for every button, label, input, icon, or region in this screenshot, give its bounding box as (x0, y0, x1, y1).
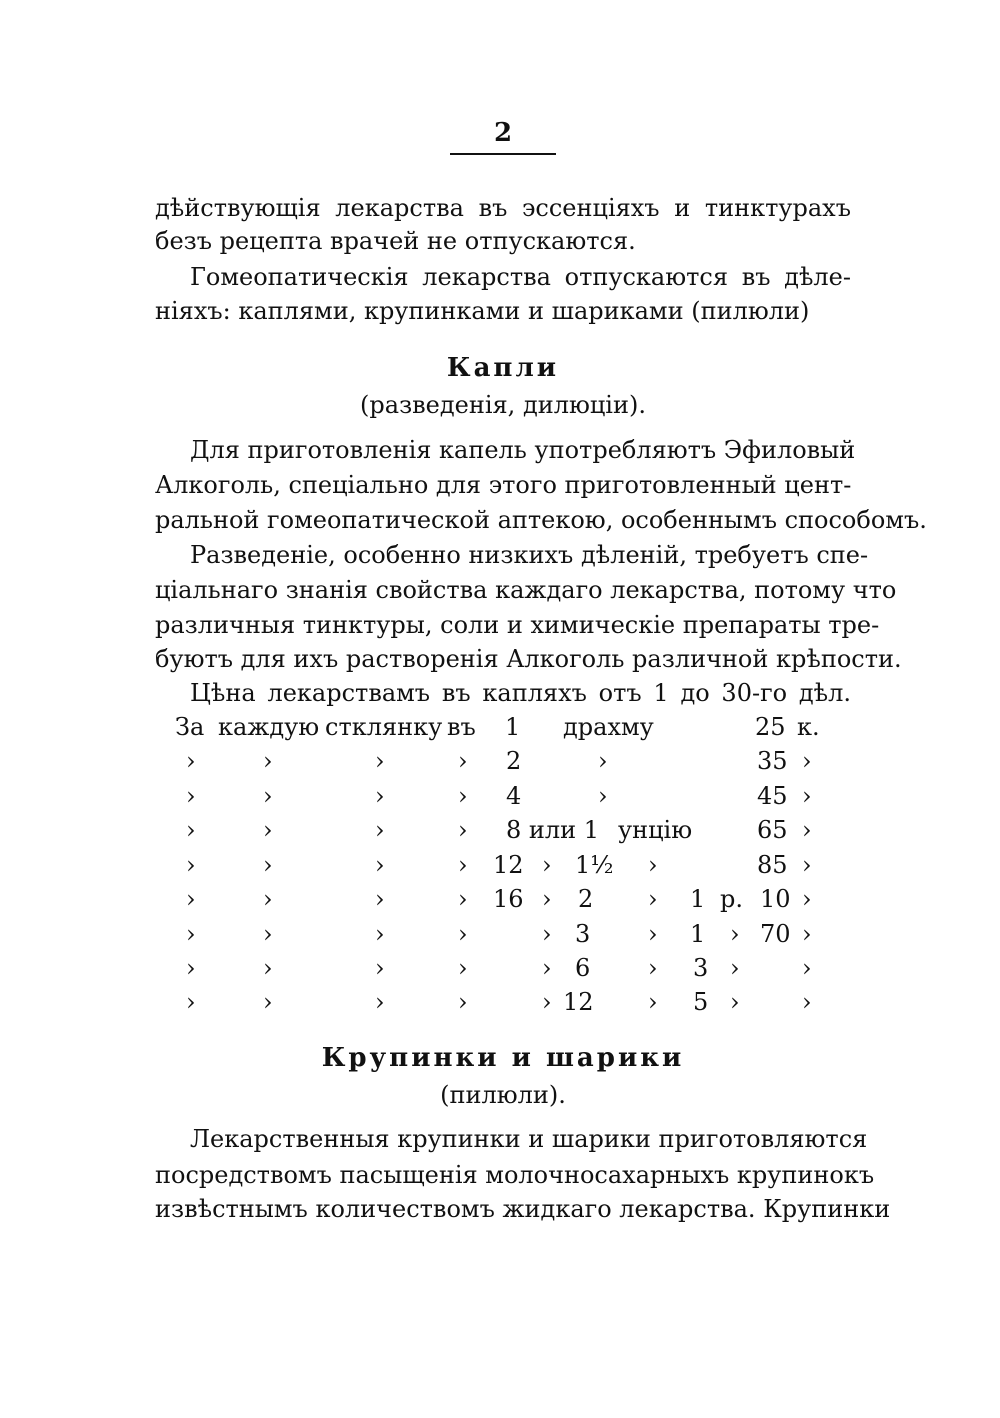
table-cell: › (186, 782, 196, 810)
table-cell: › (730, 920, 740, 948)
table-cell: › (802, 885, 812, 913)
section-heading-drops: Капли (446, 353, 560, 383)
table-cell: › (802, 782, 812, 810)
text-line: буютъ для ихъ растворенія Алкоголь различной крѣпости. (155, 645, 902, 673)
text-line: Разведеніе, особенно низкихъ дѣленій, требуетъ спе- (190, 541, 869, 569)
table-cell: › (458, 747, 468, 775)
table-cell: › (458, 851, 468, 879)
table-cell: › (648, 920, 658, 948)
table-cell: › (458, 920, 468, 948)
table-cell: › (263, 747, 273, 775)
table-cell: › (375, 954, 385, 982)
text-line: посредствомъ пасыщенія молочносахарныхъ крупинокъ (155, 1161, 875, 1189)
table-cell: › (458, 954, 468, 982)
table-cell: 5 (693, 988, 709, 1016)
table-cell: › (263, 954, 273, 982)
table-cell: › (802, 988, 812, 1016)
text-line: Гомеопатическія лекарства отпускаются въ дѣле- (190, 263, 851, 291)
table-cell: въ (447, 713, 476, 741)
table-cell: › (542, 885, 552, 913)
table-cell: › (263, 885, 273, 913)
text-line: различныя тинктуры, соли и химическіе препараты тре- (155, 611, 880, 639)
table-cell: стклянку (325, 713, 443, 741)
table-cell: › (802, 954, 812, 982)
table-cell: › (375, 988, 385, 1016)
table-cell: 65 (757, 816, 788, 844)
section-subheading-drops: (разведенія, дилюціи). (360, 391, 646, 419)
text-line: извѣстнымъ количествомъ жидкаго лекарства. Крупинки (155, 1195, 891, 1223)
table-cell: › (186, 988, 196, 1016)
table-cell: 2 (578, 885, 594, 913)
table-cell: › (648, 851, 658, 879)
table-cell: 70 (760, 920, 791, 948)
table-cell: › (598, 747, 608, 775)
table-cell: › (186, 954, 196, 982)
text-line: ціальнаго знанія свойства каждаго лекарства, потому что (155, 576, 897, 604)
table-cell: › (263, 816, 273, 844)
table-cell: › (375, 920, 385, 948)
table-cell: р. (720, 885, 743, 913)
table-cell: › (263, 782, 273, 810)
table-cell: › (648, 885, 658, 913)
table-cell: 1 (690, 920, 706, 948)
table-cell: За (175, 713, 205, 741)
table-cell: › (186, 920, 196, 948)
text-line: безъ рецепта врачей не отпускаются. (155, 227, 636, 255)
table-cell: 25 (755, 713, 786, 741)
table-cell: 1 (505, 713, 521, 741)
table-cell: › (458, 816, 468, 844)
table-cell: › (186, 885, 196, 913)
table-cell: › (802, 816, 812, 844)
table-cell: › (186, 747, 196, 775)
table-cell: › (730, 988, 740, 1016)
text-line: ральной гомеопатической аптекою, особеннымъ способомъ. (155, 506, 927, 534)
text-line: Для приготовленія капель употребляютъ Эфиловый (190, 436, 856, 464)
table-cell: 6 (575, 954, 591, 982)
text-line: дѣйствующія лекарства въ эссенціяхъ и тинктурахъ (155, 194, 851, 222)
table-cell: 85 (757, 851, 788, 879)
table-cell: каждую (218, 713, 320, 741)
section-subheading-pills: (пилюли). (440, 1081, 566, 1109)
table-cell: › (263, 851, 273, 879)
text-line: Лекарственныя крупинки и шарики приготовляются (190, 1125, 868, 1153)
table-cell: унцію (618, 816, 693, 844)
table-cell: 35 (757, 747, 788, 775)
table-cell: 10 (760, 885, 791, 913)
table-cell: › (458, 988, 468, 1016)
table-cell: › (542, 954, 552, 982)
table-cell: › (186, 851, 196, 879)
table-cell: 3 (693, 954, 709, 982)
table-cell: драхму (563, 713, 654, 741)
table-cell: › (186, 816, 196, 844)
table-cell: › (375, 782, 385, 810)
table-cell: › (375, 851, 385, 879)
table-cell: › (598, 782, 608, 810)
table-cell: › (458, 885, 468, 913)
section-heading-pills: Крупинки и шарики (321, 1043, 685, 1073)
table-cell: 16 (493, 885, 524, 913)
table-cell: › (375, 885, 385, 913)
table-cell: › (263, 920, 273, 948)
table-cell: › (263, 988, 273, 1016)
table-cell: › (375, 747, 385, 775)
table-cell: › (542, 920, 552, 948)
table-cell: 8 или 1 (506, 816, 600, 844)
table-cell: › (542, 851, 552, 879)
table-cell: 1½ (575, 851, 614, 879)
table-cell: 2 (506, 747, 522, 775)
table-cell: › (802, 851, 812, 879)
table-cell: › (375, 816, 385, 844)
table-cell: › (542, 988, 552, 1016)
table-cell: 4 (506, 782, 522, 810)
table-cell: › (648, 954, 658, 982)
table-cell: 12 (493, 851, 524, 879)
text-line: Алкоголь, спеціально для этого приготовленный цент- (155, 471, 852, 499)
table-cell: 1 (690, 885, 706, 913)
table-cell: 45 (757, 782, 788, 810)
table-cell: › (458, 782, 468, 810)
table-cell: 12 (563, 988, 594, 1016)
text-line: Цѣна лекарствамъ въ капляхъ отъ 1 до 30-го дѣл. (190, 679, 851, 707)
table-cell: › (802, 747, 812, 775)
page-number: 2 (493, 118, 513, 148)
table-cell: 3 (575, 920, 591, 948)
table-cell: › (648, 988, 658, 1016)
table-cell: к. (797, 713, 820, 741)
table-cell: › (802, 920, 812, 948)
table-cell: › (730, 954, 740, 982)
text-line: ніяхъ: каплями, крупинками и шариками (пилюли) (155, 297, 810, 325)
page-number-rule (450, 153, 556, 155)
